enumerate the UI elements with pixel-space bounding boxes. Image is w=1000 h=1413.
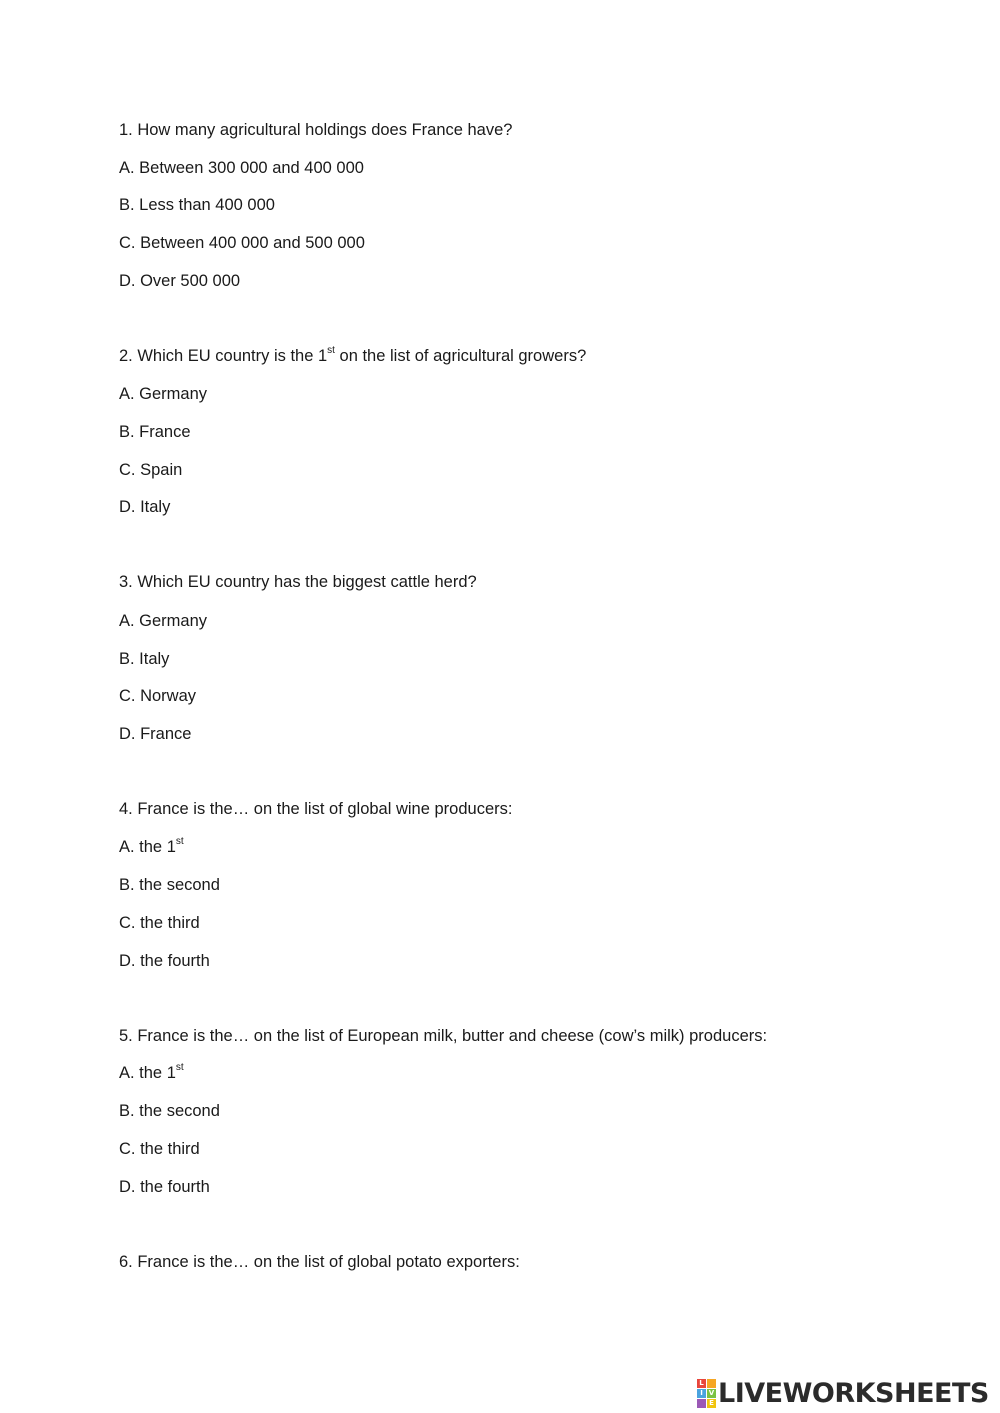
question-4-prompt: 4. France is the… on the list of global wine producers: (119, 800, 513, 818)
question-2-option-a: A. Germany (119, 385, 208, 403)
logo-cell-1: L (697, 1379, 706, 1388)
question-2-prompt-start: 2. Which EU country is the 1 (119, 347, 328, 365)
question-5-option-a (119, 1063, 184, 1083)
question-1-prompt: 1. How many agricultural holdings does France have? (119, 121, 513, 139)
logo-mark-icon (697, 1379, 716, 1408)
question-1-option-a: A. Between 300 000 and 400 000 (119, 159, 364, 177)
question-3-prompt: 3. Which EU country has the biggest cattle herd? (119, 573, 477, 591)
question-4-option-d: D. the fourth (119, 952, 210, 970)
question-5-option-a-text: A. the 1 (119, 1064, 176, 1082)
question-4-option-a-superscript: st (175, 835, 184, 847)
question-3-option-a: A. Germany (119, 612, 208, 630)
question-3-option-b: B. Italy (119, 650, 170, 668)
question-5-option-c: C. the third (119, 1140, 200, 1158)
logo-cell-2 (707, 1379, 716, 1388)
question-1-option-c: C. Between 400 000 and 500 000 (119, 234, 365, 252)
question-6-prompt: 6. France is the… on the list of global potato exporters: (119, 1253, 520, 1271)
question-2-option-d: D. Italy (119, 498, 171, 516)
logo-cell-5 (697, 1399, 706, 1408)
question-5-prompt: 5. France is the… on the list of European milk, butter and cheese (cow’s milk) producers: (119, 1027, 768, 1045)
question-5-option-d: D. the fourth (119, 1178, 210, 1196)
logo-cell-6: E (707, 1399, 716, 1408)
question-2-prompt-end: on the list of agricultural growers? (334, 347, 587, 365)
logo-cell-4: V (708, 1388, 715, 1397)
question-4-option-b: B. the second (119, 876, 220, 894)
question-4-option-c: C. the third (119, 914, 200, 932)
question-2-prompt-superscript: st (327, 344, 335, 356)
logo-cell-3: I (697, 1389, 706, 1398)
question-5-option-b: B. the second (119, 1102, 220, 1120)
question-3-option-c: C. Norway (119, 687, 197, 705)
question-4-option-a (119, 837, 184, 857)
question-2-prompt (119, 346, 586, 366)
logo-text: LIVEWORKSHEETS (718, 1377, 989, 1409)
question-5-option-a-superscript: st (175, 1061, 184, 1073)
question-1-option-d: D. Over 500 000 (119, 272, 241, 290)
question-2-option-c: C. Spain (119, 461, 183, 479)
question-2-option-b: B. France (119, 423, 191, 441)
question-4-option-a-text: A. the 1 (119, 838, 176, 856)
question-3-option-d: D. France (119, 725, 192, 743)
liveworksheets-logo[interactable] (697, 1378, 989, 1408)
question-1-option-b: B. Less than 400 000 (119, 196, 275, 214)
